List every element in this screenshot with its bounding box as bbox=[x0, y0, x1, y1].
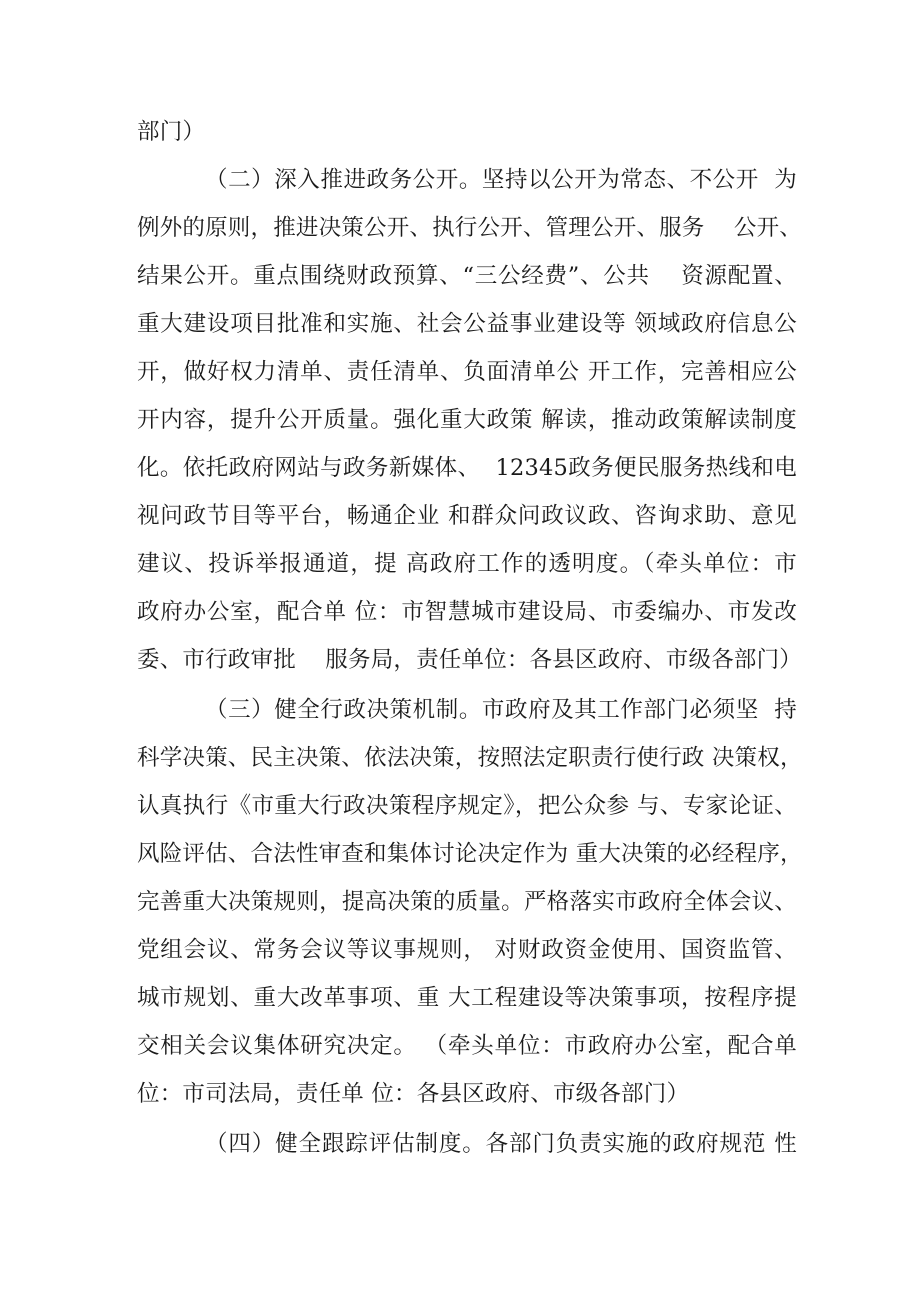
text-line: 例外的原则，推进决策公开、执行公开、管理公开、服务 公开、 bbox=[137, 215, 803, 241]
text-line: 结果公开。重点围绕财政预算、“三公经费”、公共 资源配置、 bbox=[137, 263, 797, 289]
text-line: 城市规划、重大改革事项、重 大工程建设等决策事项，按程序提 bbox=[137, 985, 797, 1011]
text-line: 完善重大决策规则，提高决策的质量。严格落实市政府全体会议、 bbox=[137, 889, 797, 915]
text-line: 部门） bbox=[137, 119, 206, 145]
text-line: （四）健全跟踪评估制度。各部门负责实施的政府规范 性 bbox=[205, 1131, 797, 1157]
text-line: 政府办公室，配合单 位：市智慧城市建设局、市委编办、市发改 bbox=[137, 599, 797, 625]
text-line: 化。依托政府网站与政务新媒体、 12345政务便民服务热线和电 bbox=[137, 455, 797, 481]
text-line: 委、市行政审批 服务局，责任单位：各县区政府、市级各部门） bbox=[137, 647, 803, 673]
text-line: 交相关会议集体研究决定。 （牵头单位：市政府办公室，配合单 bbox=[137, 1033, 797, 1059]
text-line: 视问政节目等平台，畅通企业 和群众问政议政、咨询求助、意见 bbox=[137, 503, 797, 529]
text-line: 认真执行《市重大行政决策程序规定》，把公众参 与、专家论证、 bbox=[137, 793, 797, 819]
text-line: 建议、投诉举报通道，提 高政府工作的透明度。（牵头单位：市 bbox=[137, 551, 797, 577]
text-line: 科学决策、民主决策、依法决策，按照法定职责行使行政 决策权， bbox=[137, 745, 803, 771]
text-line: 开内容，提升公开质量。强化重大政策 解读，推动政策解读制度 bbox=[137, 407, 797, 433]
text-line: （三）健全行政决策机制。市政府及其工作部门必须坚 持 bbox=[205, 697, 797, 723]
text-line: （二）深入推进政务公开。坚持以公开为常态、不公开 为 bbox=[205, 167, 797, 193]
text-line: 风险评估、合法性审查和集体讨论决定作为 重大决策的必经程序， bbox=[137, 841, 803, 867]
text-line: 位：市司法局，责任单 位：各县区政府、市级各部门） bbox=[137, 1081, 690, 1107]
text-line: 开，做好权力清单、责任清单、负面清单公 开工作，完善相应公 bbox=[137, 359, 797, 385]
text-line: 党组会议、常务会议等议事规则， 对财政资金使用、国资监管、 bbox=[137, 937, 797, 963]
text-line: 重大建设项目批准和实施、社会公益事业建设等 领域政府信息公 bbox=[137, 311, 797, 337]
